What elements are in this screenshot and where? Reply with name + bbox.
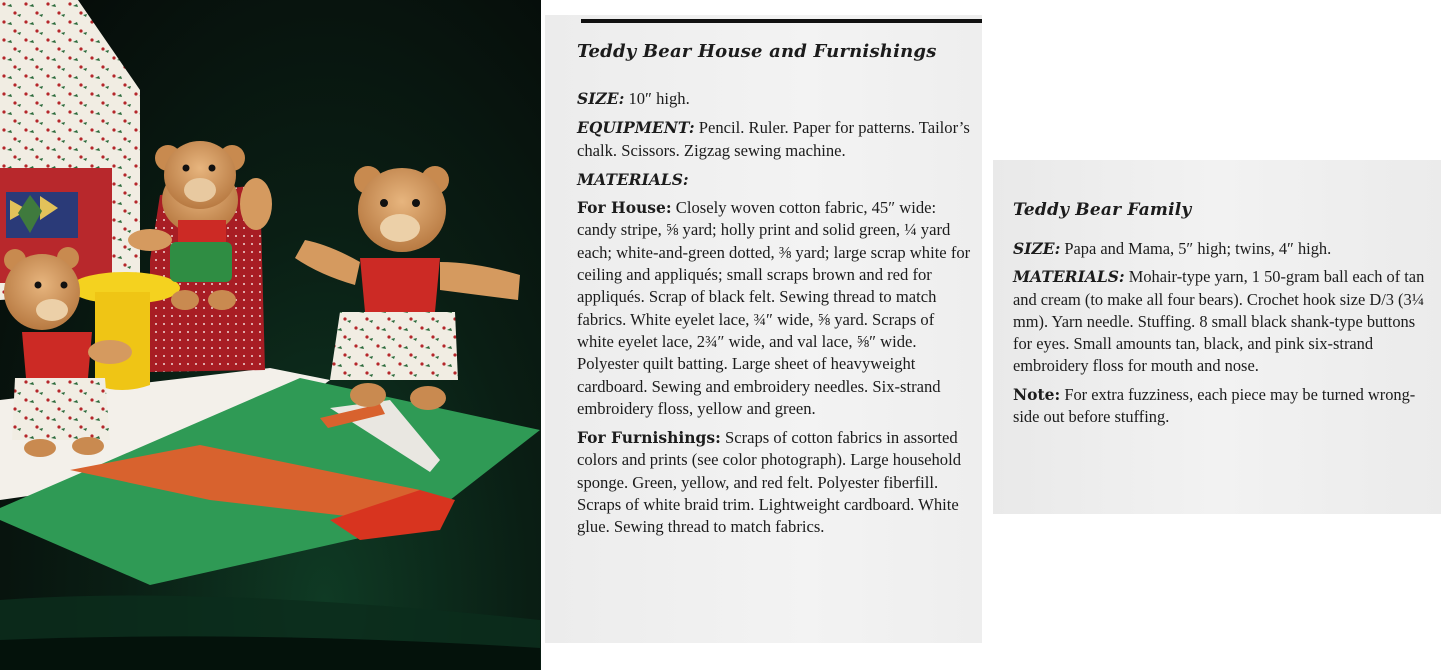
house-instructions-panel (545, 15, 982, 643)
house-size (577, 88, 973, 110)
photo-illustration (0, 0, 541, 670)
for-house-label: For House: (577, 198, 672, 218)
teddy-bear-photo (0, 0, 541, 670)
house-for-furnishings (577, 427, 973, 538)
family-materials-text: Mohair-type yarn, 1 50-gram ball each of tan and cream (to make all four bears). Crochet hook size D/3 (3¼ mm). Yarn needle. Stuffing. 8 small black shank-type buttons for eyes. Small amounts tan, black, and pink six-strand embroidery floss for mouth and nose. (1013, 267, 1425, 376)
house-title: Teddy Bear House and Furnishings (577, 41, 937, 62)
header-rule (581, 19, 982, 23)
for-furnishings-label: For Furnishings: (577, 428, 721, 448)
bear-mama (295, 166, 520, 410)
note-label: Note: (1013, 384, 1061, 404)
for-furnishings-text: Scraps of cotton fabrics in assorted colors and prints (see color photograph). Large household sponge. Green, yellow, and red felt. Polyester fiberfill. Scraps of white braid trim. Lightweight cardboard. White glue. Sewing thread to match fabrics. (577, 428, 962, 537)
equipment-text: Pencil. Ruler. Paper for patterns. Tailor’s chalk. Scissors. Zigzag sewing machine. (577, 118, 970, 160)
house-materials-heading (577, 169, 973, 191)
family-size-text: Papa and Mama, 5″ high; twins, 4″ high. (1064, 239, 1332, 258)
family-materials-label: MATERIALS: (1013, 267, 1125, 287)
size-text: 10″ high. (628, 89, 690, 108)
note-text: For extra fuzziness, each piece may be turned wrong-side out before stuffing. (1013, 384, 1416, 427)
equipment-label: EQUIPMENT: (577, 118, 695, 138)
family-instructions-panel (993, 160, 1441, 514)
house-equipment (577, 117, 973, 162)
family-materials (1013, 266, 1431, 377)
family-note (1013, 384, 1431, 429)
materials-label: MATERIALS: (577, 169, 689, 189)
size-label: SIZE: (577, 89, 625, 108)
family-size-label: SIZE: (1013, 239, 1061, 258)
family-size (1013, 238, 1431, 260)
house-for-house (577, 197, 973, 420)
for-house-text: Closely woven cotton fabric, 45″ wide: candy stripe, ⅝ yard; holly print and solid green, ¼ yard each; white-and-green dotted, ⅜ yard; large scrap white for ceiling and appliqués; small scraps brown and red for appliqués. Scrap of black felt. Sewing thread to match fabrics. White eyelet lace, ¾″ wide, ⅝ yard. Scraps of white eyelet lace, 2¾″ wide, and val lace, ⅝″ wide. Polyester quilt batting. Large sheet of heavyweight cardboard. Sewing and embroidery needles. Six-strand embroidery floss, yellow and green. (577, 198, 971, 418)
family-title: Teddy Bear Family (1013, 200, 1192, 220)
